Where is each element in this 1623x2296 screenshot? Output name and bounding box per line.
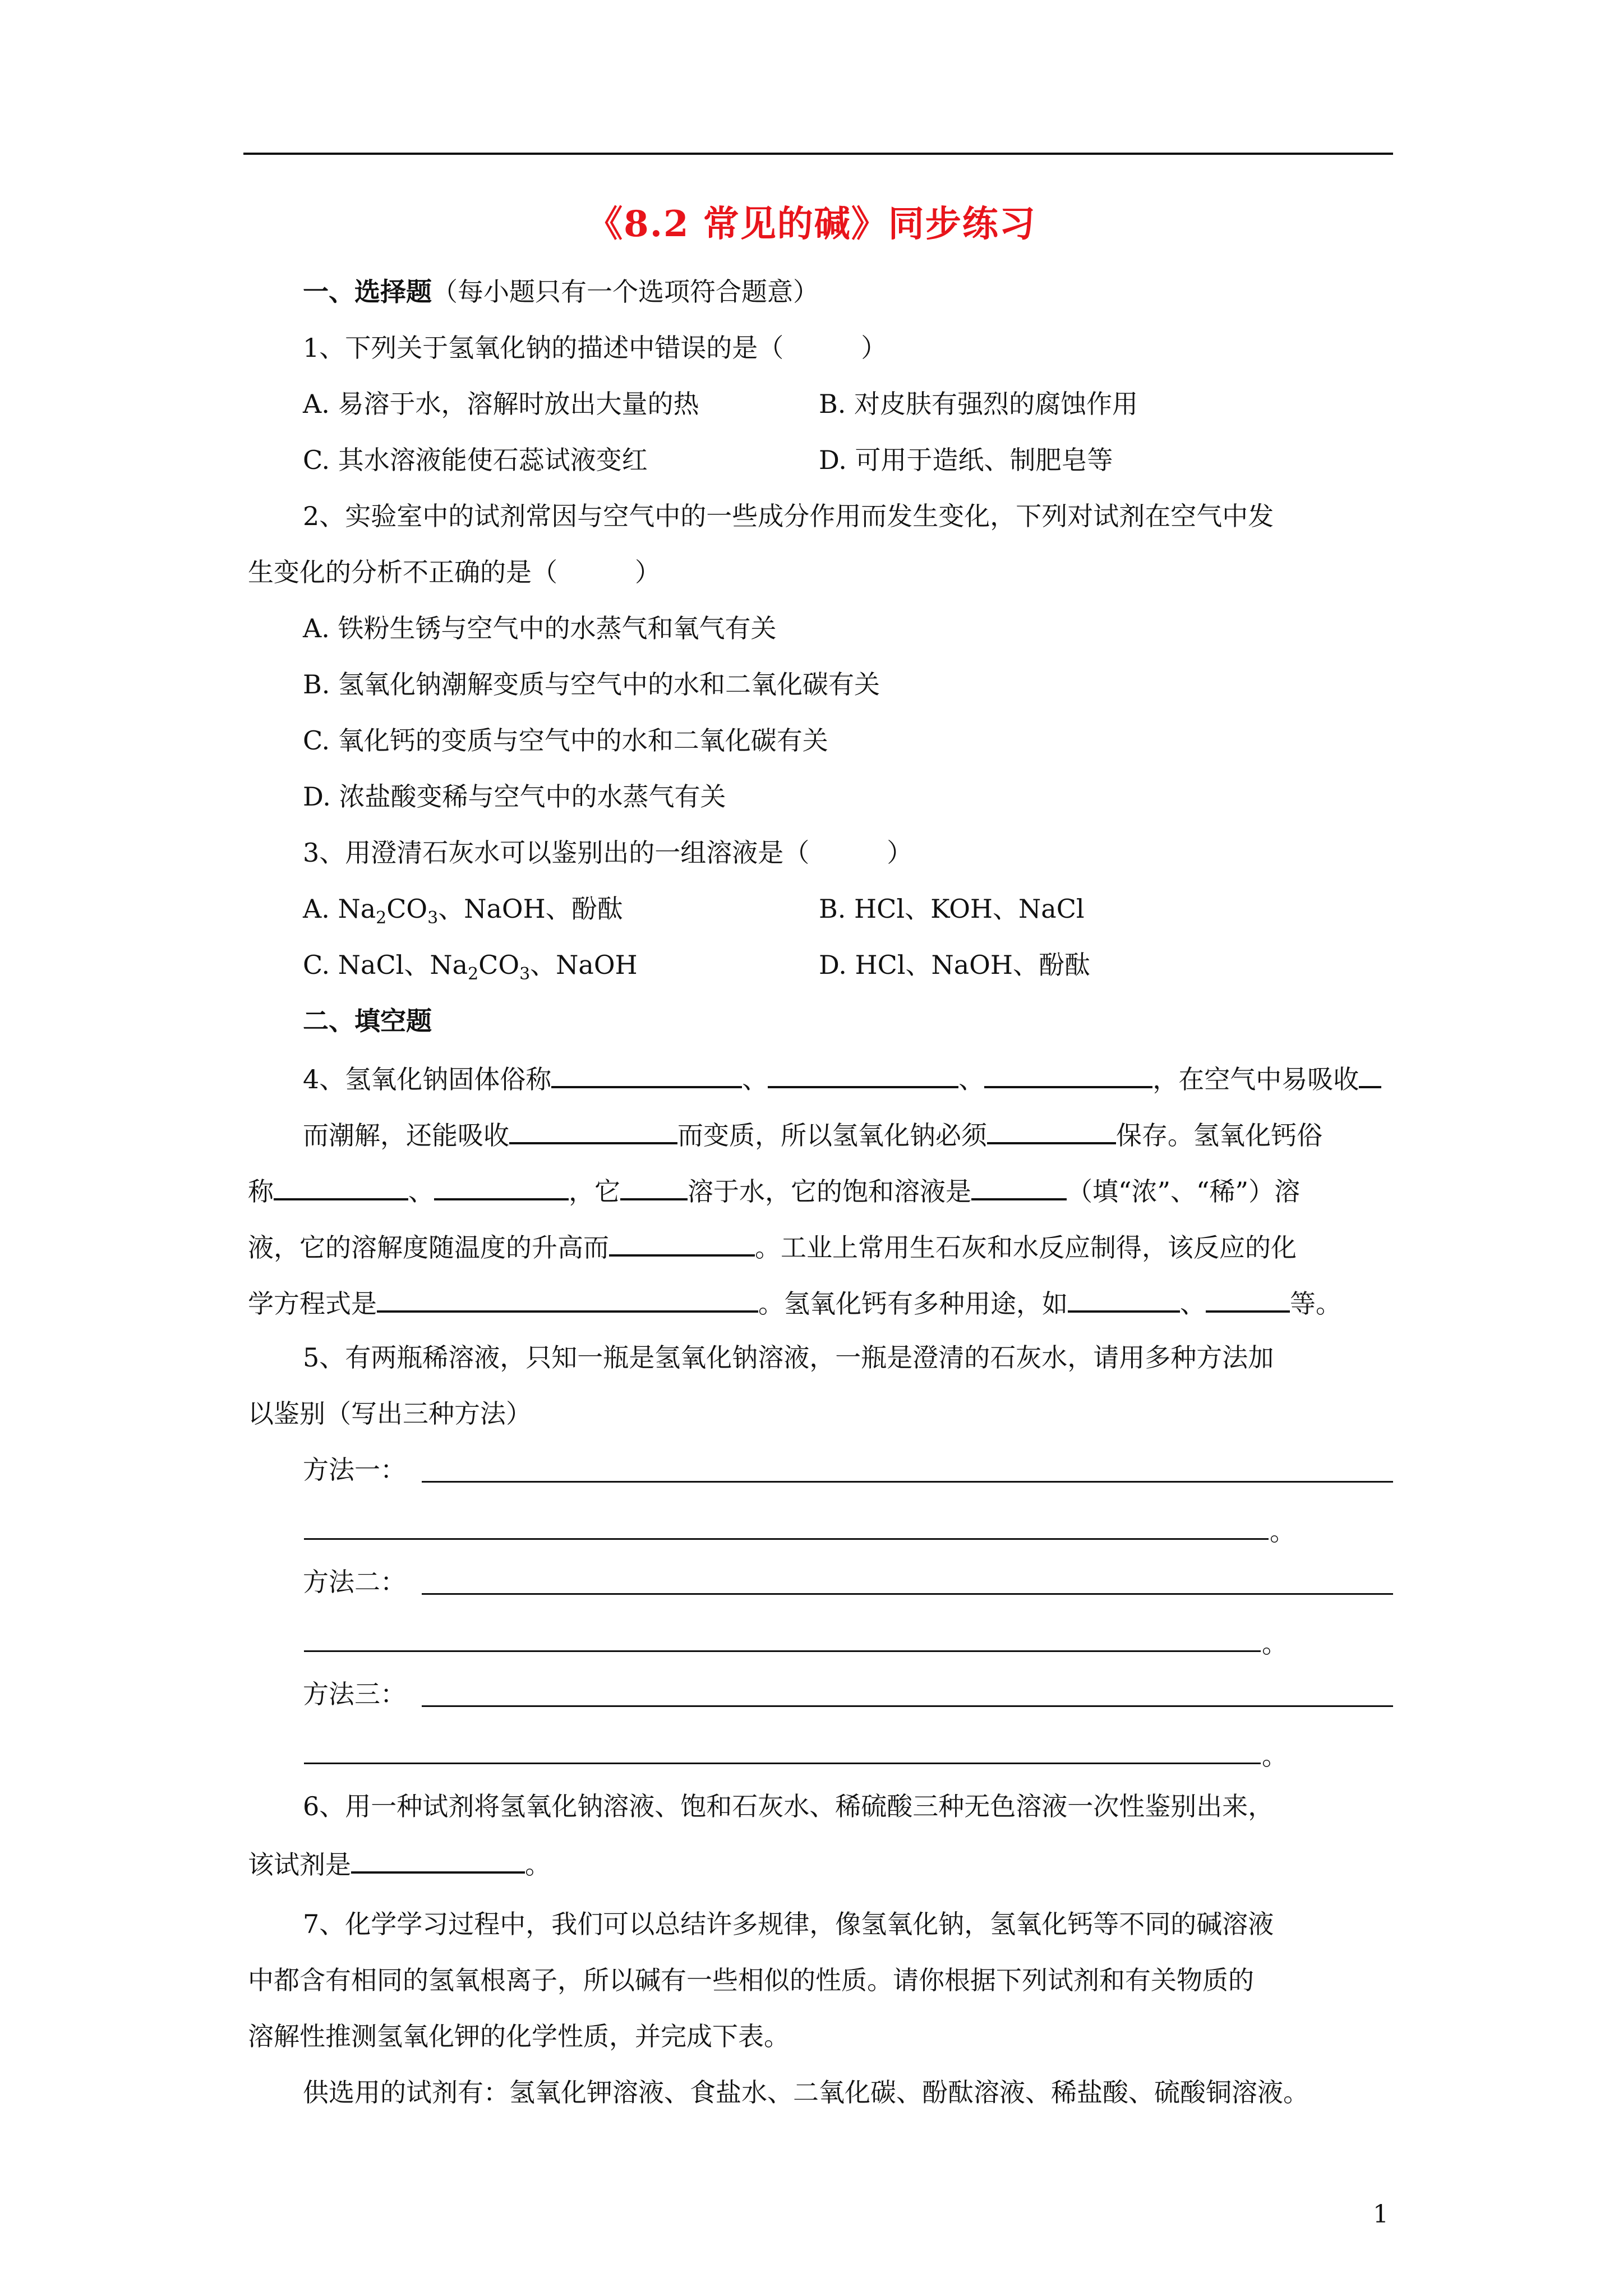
blank[interactable] bbox=[509, 1116, 677, 1144]
q1-option-a: A. 易溶于水，溶解时放出大量的热 bbox=[303, 389, 699, 419]
q2-option-a: A. 铁粉生锈与空气中的水蒸气和氧气有关 bbox=[303, 613, 777, 643]
page-title: 《8.2 常见的碱》同步练习 bbox=[587, 203, 1036, 245]
q4-line3: 称 、 ，它 溶于水，它的饱和溶液是 （填“浓”、“稀”）溶 bbox=[248, 1172, 1300, 1208]
q5-stem-line2: 以鉴别（写出三种方法） bbox=[248, 1398, 532, 1429]
q7-line2: 中都含有相同的氢氧根离子，所以碱有一些相似的性质。请你根据下列试剂和有关物质的 bbox=[248, 1965, 1254, 1995]
blank[interactable] bbox=[377, 1285, 758, 1313]
q2-option-c: C. 氧化钙的变质与空气中的水和二氧化碳有关 bbox=[303, 725, 828, 756]
answer-line[interactable] bbox=[422, 1481, 1393, 1483]
q4-line4: 液，它的溶解度随温度的升高而 。工业上常用生石灰和水反应制得，该反应的化 bbox=[248, 1228, 1297, 1264]
q5-method3-label: 方法三： bbox=[303, 1679, 406, 1709]
blank[interactable] bbox=[274, 1172, 408, 1200]
answer-line[interactable] bbox=[304, 1538, 1269, 1540]
q5-stem-line1: 5、有两瓶稀溶液，只知一瓶是氢氧化钠溶液，一瓶是澄清的石灰水，请用多种方法加 bbox=[303, 1342, 1274, 1373]
period: 。 bbox=[1262, 1741, 1288, 1771]
q3-option-a: A. $Na_2CO_3$、NaOH、酚酞 bbox=[303, 894, 623, 928]
q2-option-b: B. 氢氧化钠潮解变质与空气中的水和二氧化碳有关 bbox=[303, 669, 880, 700]
q1-option-d: D. 可用于造纸、制肥皂等 bbox=[819, 445, 1113, 475]
q4-line1: 4、氢氧化钠固体俗称 、 、 ，在空气中易吸收 bbox=[303, 1060, 1381, 1096]
q7-line4: 供选用的试剂有：氢氧化钾溶液、食盐水、二氧化碳、酚酞溶液、稀盐酸、硫酸铜溶液。 bbox=[303, 2077, 1309, 2108]
header-rule bbox=[243, 153, 1393, 155]
blank[interactable] bbox=[768, 1060, 958, 1088]
blank[interactable] bbox=[1206, 1285, 1290, 1313]
q1-option-c: C. 其水溶液能使石蕊试液变红 bbox=[303, 445, 648, 475]
q3-option-b: B. HCl、KOH、NaCl bbox=[819, 894, 1085, 924]
section-note: （每小题只有一个选项符合题意） bbox=[432, 277, 819, 307]
q3-stem: 3、用澄清石灰水可以鉴别出的一组溶液是（ ） bbox=[303, 838, 913, 868]
q3-option-d: D. HCl、NaOH、酚酞 bbox=[819, 950, 1091, 980]
q3-option-c: C. NaCl、$Na_2CO_3$、NaOH bbox=[303, 950, 638, 984]
blank[interactable] bbox=[551, 1060, 742, 1088]
blank[interactable] bbox=[620, 1172, 688, 1200]
period: 。 bbox=[1270, 1516, 1295, 1547]
blank[interactable] bbox=[987, 1116, 1116, 1144]
q1-stem: 1、下列关于氢氧化钠的描述中错误的是（ ） bbox=[303, 333, 887, 363]
page-number: 1 bbox=[1373, 2200, 1389, 2229]
q5-method1-label: 方法一： bbox=[303, 1455, 406, 1485]
q4-line2: 而潮解，还能吸收 而变质，所以氢氧化钠必须 保存。氢氧化钙俗 bbox=[303, 1116, 1322, 1152]
answer-line[interactable] bbox=[304, 1763, 1261, 1764]
q2-stem-line2: 生变化的分析不正确的是（ ） bbox=[248, 557, 661, 587]
q1-option-b: B. 对皮肤有强烈的腐蚀作用 bbox=[819, 389, 1138, 419]
q2-option-d: D. 浓盐酸变稀与空气中的水蒸气有关 bbox=[303, 781, 726, 812]
section-heading-choice bbox=[303, 275, 819, 309]
blank[interactable] bbox=[351, 1846, 525, 1874]
blank[interactable] bbox=[1359, 1060, 1381, 1088]
q7-line1: 7、化学学习过程中，我们可以总结许多规律，像氢氧化钠，氢氧化钙等不同的碱溶液 bbox=[303, 1909, 1274, 1939]
blank[interactable] bbox=[971, 1172, 1067, 1200]
q4-line5: 学方程式是 。氢氧化钙有多种用途，如 、 等。 bbox=[248, 1285, 1341, 1320]
q5-method2-label: 方法二： bbox=[303, 1567, 406, 1597]
answer-line[interactable] bbox=[422, 1705, 1393, 1707]
section-heading-fill: 二、填空题 bbox=[303, 1006, 432, 1036]
blank[interactable] bbox=[434, 1172, 569, 1200]
blank[interactable] bbox=[1068, 1285, 1180, 1313]
q2-stem-line1: 2、实验室中的试剂常因与空气中的一些成分作用而发生变化，下列对试剂在空气中发 bbox=[303, 501, 1274, 531]
section-title: 一、选择题 bbox=[303, 277, 432, 307]
q6-stem-line1: 6、用一种试剂将氢氧化钠溶液、饱和石灰水、稀硫酸三种无色溶液一次性鉴别出来， bbox=[303, 1791, 1274, 1821]
period: 。 bbox=[1262, 1628, 1288, 1659]
q7-line3: 溶解性推测氢氧化钾的化学性质，并完成下表。 bbox=[248, 2021, 790, 2051]
answer-line[interactable] bbox=[304, 1650, 1261, 1652]
blank[interactable] bbox=[609, 1228, 755, 1257]
blank[interactable] bbox=[984, 1060, 1152, 1088]
q6-stem-line2: 该试剂是 。 bbox=[248, 1846, 551, 1881]
answer-line[interactable] bbox=[422, 1593, 1393, 1595]
